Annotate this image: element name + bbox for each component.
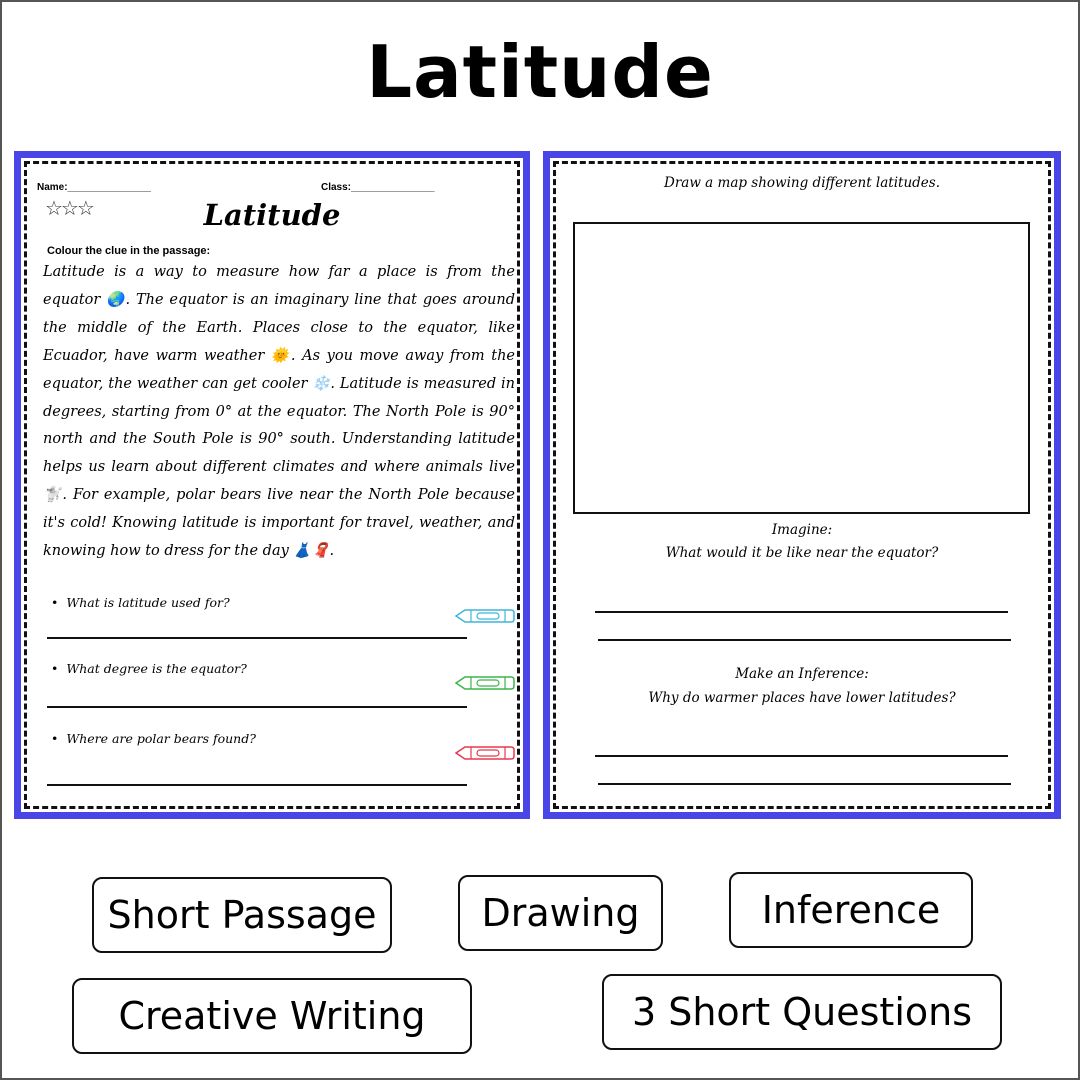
worksheet-title: Latitude xyxy=(203,198,341,232)
imagine-heading: Imagine: xyxy=(771,522,833,538)
inference-heading: Make an Inference: xyxy=(735,666,869,682)
class-field: Class:_______________ xyxy=(321,182,435,193)
instruction-text: Colour the clue in the passage: xyxy=(47,245,211,257)
question-1: • What is latitude used for? xyxy=(51,595,230,610)
tag-drawing: Drawing xyxy=(458,875,663,951)
imagine-line-1 xyxy=(595,611,1008,613)
worksheet-passage-preview xyxy=(14,151,530,819)
crayon-green-icon xyxy=(455,675,515,691)
answer-line-3 xyxy=(47,784,467,786)
answer-line-2 xyxy=(47,706,467,708)
worksheet-passage-page xyxy=(21,158,523,812)
imagine-line-2 xyxy=(598,639,1011,641)
tag-creative-writing: Creative Writing xyxy=(72,978,472,1054)
question-3: • Where are polar bears found? xyxy=(51,731,256,746)
draw-prompt: Draw a map showing different latitudes. xyxy=(664,175,940,191)
crayon-blue-icon xyxy=(455,608,515,624)
crayon-red-icon xyxy=(455,745,515,761)
tag-inference: Inference xyxy=(729,872,973,948)
inference-line-1 xyxy=(595,755,1008,757)
imagine-question: What would it be like near the equator? xyxy=(665,545,939,561)
rating-stars-icon: ☆☆☆ xyxy=(45,196,93,220)
tag-short-passage: Short Passage xyxy=(92,877,392,953)
answer-line-1 xyxy=(47,637,467,639)
inference-question: Why do warmer places have lower latitudes? xyxy=(648,690,956,706)
name-field: Name:_______________ xyxy=(37,182,151,193)
inference-line-2 xyxy=(598,783,1011,785)
reading-passage: Latitude is a way to measure how far a place is from the equator 🌏. The equator is an imaginary line that goes around the middle of the Earth. Places close to the equator, like Ecuador, have warm weather 🌞. As you move away from the equator, the weather can get cooler ❄️. Latitude is measured in degrees, starting from 0° at the equator. The North Pole is 90° north and the South Pole is 90° south. Understanding latitude helps us learn about different climates and where animals live 🐩. For example, polar bears live near the North Pole because it's cold! Knowing latitude is important for travel, weather, and knowing how to dress for the day 👗🧣. xyxy=(43,264,515,560)
worksheet-activities-page xyxy=(550,158,1054,812)
question-2: • What degree is the equator? xyxy=(51,661,247,676)
worksheet-activities-preview xyxy=(543,151,1061,819)
tag-3-short-questions: 3 Short Questions xyxy=(602,974,1002,1050)
drawing-box xyxy=(573,222,1030,514)
page-title: Latitude xyxy=(366,30,714,114)
